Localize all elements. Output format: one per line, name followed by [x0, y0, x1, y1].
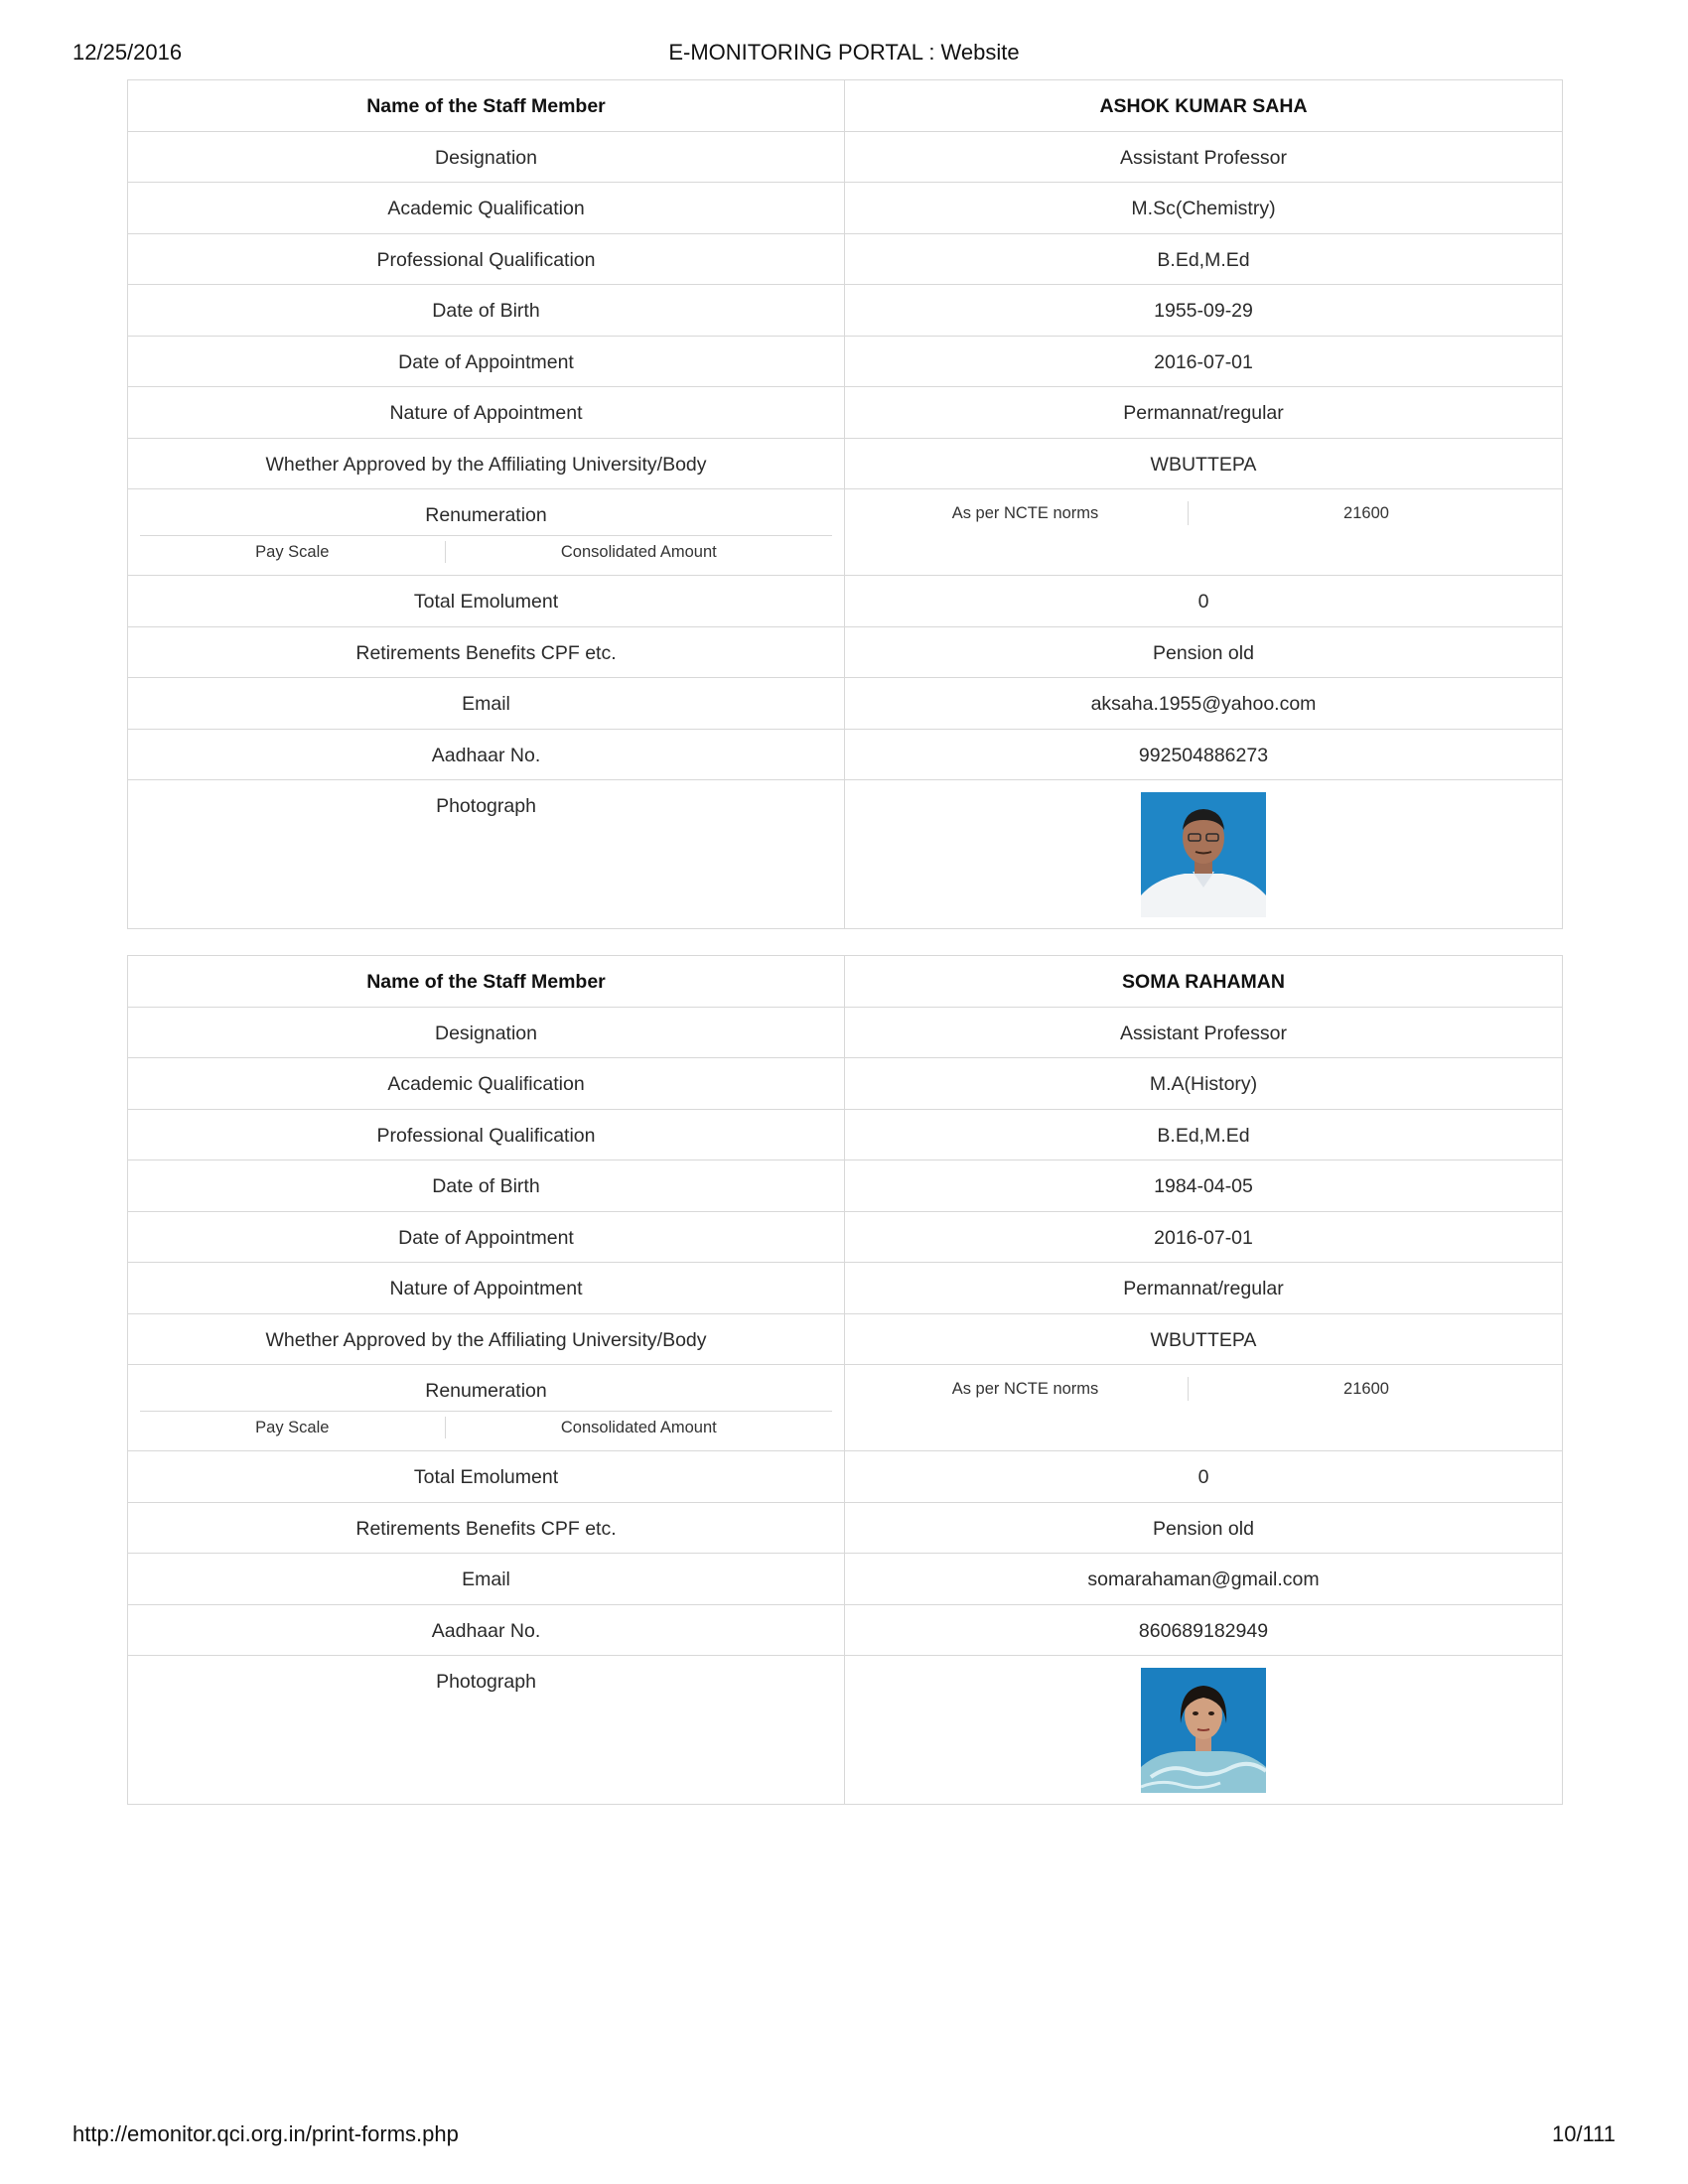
consolidated-amount-label: Consolidated Amount	[560, 1419, 717, 1436]
photograph-cell	[845, 1656, 1562, 1804]
field-label: Total Emolument	[128, 1451, 845, 1502]
table-row	[128, 627, 1562, 679]
field-label: Email	[128, 1554, 845, 1604]
table-row	[128, 780, 1562, 928]
field-label: Nature of Appointment	[128, 1263, 845, 1313]
print-header	[72, 40, 1616, 69]
table-row	[128, 234, 1562, 286]
email-value: somarahaman@gmail.com	[1087, 1569, 1320, 1590]
total-emolument-value: 0	[1197, 591, 1209, 613]
table-row	[128, 1212, 1562, 1264]
table-row	[128, 730, 1562, 781]
field-label: Date of Birth	[128, 285, 845, 336]
table-row	[128, 439, 1562, 490]
consolidated-amount-value: 21600	[1343, 1380, 1389, 1398]
total-emolument-value: 0	[1197, 1466, 1209, 1488]
photograph-cell	[845, 780, 1562, 928]
print-date: 12/25/2016	[72, 40, 183, 65]
approved-by-value: WBUTTEPA	[1150, 453, 1257, 476]
field-label: Designation	[128, 132, 845, 183]
table-row	[128, 387, 1562, 439]
retirement-benefits-value: Pension old	[1153, 641, 1254, 664]
field-label: Date of Birth	[128, 1160, 845, 1211]
staff-table	[127, 955, 1563, 1805]
field-label: Academic Qualification	[128, 1058, 845, 1109]
field-label: Total Emolument	[128, 576, 845, 626]
aadhaar-value: 860689182949	[1138, 1619, 1269, 1642]
renumeration-subheader	[140, 536, 832, 563]
field-label: Renumeration	[140, 1365, 832, 1412]
field-label: Date of Appointment	[128, 337, 845, 387]
table-row	[128, 1263, 1562, 1314]
renumeration-subheader	[140, 1412, 832, 1438]
field-label: Renumeration	[140, 489, 832, 536]
field-label: Professional Qualification	[128, 234, 845, 285]
table-row	[128, 1656, 1562, 1804]
pay-scale-value: As per NCTE norms	[863, 501, 1189, 525]
field-label: Designation	[128, 1008, 845, 1058]
page-number: 10/111	[1551, 2121, 1616, 2146]
staff-name: SOMA RAHAMAN	[1122, 971, 1285, 993]
academic-qualification-value: M.Sc(Chemistry)	[1131, 198, 1276, 219]
field-label: Retirements Benefits CPF etc.	[128, 627, 845, 678]
field-label: Email	[128, 678, 845, 729]
retirement-benefits-value: Pension old	[1153, 1517, 1254, 1540]
pay-scale-label: Pay Scale	[140, 1417, 446, 1438]
field-label: Aadhaar No.	[128, 730, 845, 780]
field-label: Retirements Benefits CPF etc.	[128, 1503, 845, 1554]
approved-by-value: WBUTTEPA	[1150, 1328, 1257, 1351]
print-footer	[72, 2121, 1616, 2151]
table-row	[128, 1503, 1562, 1555]
table-row	[128, 489, 1562, 576]
email-value: aksaha.1955@yahoo.com	[1090, 693, 1317, 715]
date-of-appointment-value: 2016-07-01	[1154, 350, 1253, 373]
nature-of-appointment-value: Permannat/regular	[1123, 402, 1284, 424]
staff-name: ASHOK KUMAR SAHA	[1099, 95, 1308, 117]
field-label: Professional Qualification	[128, 1110, 845, 1160]
date-of-birth-value: 1955-09-29	[1154, 300, 1253, 322]
aadhaar-value: 992504886273	[1138, 744, 1269, 766]
field-label: Academic Qualification	[128, 183, 845, 233]
nature-of-appointment-value: Permannat/regular	[1123, 1278, 1284, 1299]
designation-value: Assistant Professor	[1120, 1022, 1287, 1044]
pay-scale-value: As per NCTE norms	[863, 1377, 1189, 1401]
table-row	[128, 1554, 1562, 1605]
renumeration-label-cell	[128, 1365, 845, 1450]
table-row	[128, 80, 1562, 132]
table-row	[128, 1451, 1562, 1503]
designation-value: Assistant Professor	[1120, 146, 1287, 169]
field-label: Date of Appointment	[128, 1212, 845, 1263]
date-of-appointment-value: 2016-07-01	[1154, 1226, 1253, 1249]
professional-qualification-value: B.Ed,M.Ed	[1157, 1124, 1250, 1147]
field-label: Aadhaar No.	[128, 1605, 845, 1656]
academic-qualification-value: M.A(History)	[1149, 1073, 1258, 1095]
renumeration-label-cell	[128, 489, 845, 575]
staff-photo	[1141, 792, 1266, 917]
consolidated-amount-value: 21600	[1343, 504, 1389, 522]
print-title: E-MONITORING PORTAL : Website	[668, 40, 1020, 65]
field-label: Nature of Appointment	[128, 387, 845, 438]
field-label: Photograph	[128, 780, 845, 928]
table-row	[128, 678, 1562, 730]
field-label: Whether Approved by the Affiliating University/Body	[128, 439, 845, 489]
print-url: http://emonitor.qci.org.in/print-forms.php	[72, 2121, 459, 2146]
renumeration-values	[863, 1377, 1544, 1401]
renumeration-value-cell	[845, 1365, 1562, 1450]
field-label: Whether Approved by the Affiliating University/Body	[128, 1314, 845, 1365]
table-row	[128, 337, 1562, 388]
table-row	[128, 576, 1562, 627]
table-row	[128, 1605, 1562, 1657]
date-of-birth-value: 1984-04-05	[1154, 1175, 1253, 1197]
table-row	[128, 1008, 1562, 1059]
table-row	[128, 285, 1562, 337]
consolidated-amount-label: Consolidated Amount	[560, 543, 717, 561]
renumeration-values	[863, 501, 1544, 525]
table-row	[128, 1110, 1562, 1161]
staff-table	[127, 79, 1563, 929]
pay-scale-label: Pay Scale	[140, 541, 446, 563]
field-label: Name of the Staff Member	[128, 80, 845, 131]
table-row	[128, 1314, 1562, 1366]
field-label: Name of the Staff Member	[128, 956, 845, 1007]
table-row	[128, 1058, 1562, 1110]
table-row	[128, 132, 1562, 184]
field-label: Photograph	[128, 1656, 845, 1804]
table-row	[128, 1160, 1562, 1212]
table-row	[128, 1365, 1562, 1451]
staff-photo	[1141, 1668, 1266, 1793]
professional-qualification-value: B.Ed,M.Ed	[1157, 248, 1250, 271]
table-row	[128, 956, 1562, 1008]
renumeration-value-cell	[845, 489, 1562, 575]
table-row	[128, 183, 1562, 234]
